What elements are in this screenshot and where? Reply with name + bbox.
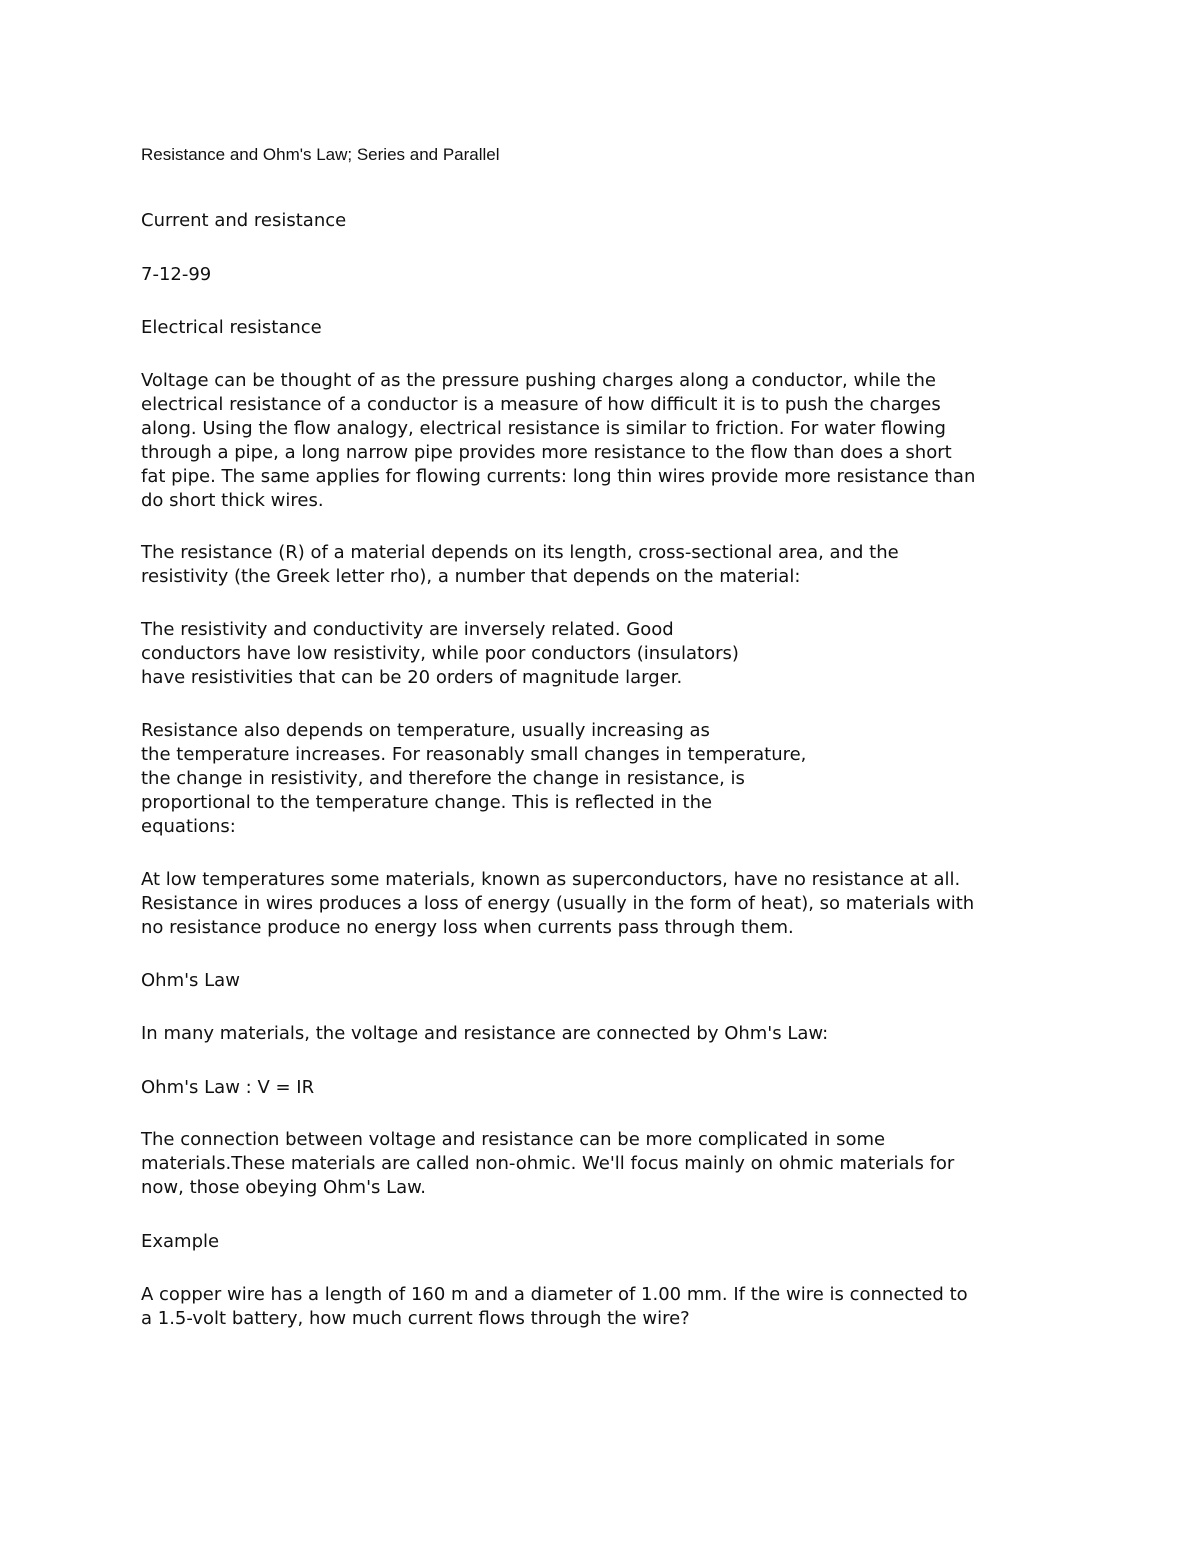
paragraph-non-ohmic: The connection between voltage and resistance can be more complicated in some materials.These materials are called non-ohmic. We'll focus mainly on ohmic materials for now, those obeying Ohm's Law. bbox=[141, 1129, 955, 1198]
subheading-example: Example bbox=[141, 1231, 220, 1252]
paragraph-ohms-law-intro: In many materials, the voltage and resistance are connected by Ohm's Law: bbox=[141, 1023, 829, 1044]
paragraph-example-problem: A copper wire has a length of 160 m and a diameter of 1.00 mm. If the wire is connected to a 1.5-volt battery, how much current flows through the wire? bbox=[141, 1284, 968, 1329]
paragraph-temperature-dependence: Resistance also depends on temperature, usually increasing as the temperature increases. For reasonably small changes in temperature, the change in resistivity, and therefore the change in resistance, is proportional to the temperature change. This is reflected in the equations: bbox=[141, 720, 807, 837]
date-text: 7-12-99 bbox=[141, 264, 212, 285]
document-title: Resistance and Ohm's Law; Series and Parallel bbox=[141, 145, 500, 164]
paragraph-voltage-pressure: Voltage can be thought of as the pressure pushing charges along a conductor, while the electrical resistance of a conductor is a measure of how difficult it is to push the charges along. Using the flow analogy, electrical resistance is similar to friction. For water flowing through a pipe, a long narrow pipe provides more resistance to the flow than does a short fat pipe. The same applies for flowing currents: long thin wires provide more resistance than do short thick wires. bbox=[141, 370, 976, 511]
paragraph-superconductors: At low temperatures some materials, known as superconductors, have no resistance at all. Resistance in wires produces a loss of energy (usually in the form of heat), so materials with no resistance produce no energy loss when currents pass through them. bbox=[141, 869, 975, 938]
equation-ohms-law: Ohm's Law : V = IR bbox=[141, 1077, 315, 1098]
paragraph-resistivity-conductivity: The resistivity and conductivity are inversely related. Good conductors have low resistivity, while poor conductors (insulators) have resistivities that can be 20 orders of magnitude larger. bbox=[141, 619, 739, 688]
subheading-current-and-resistance: Current and resistance bbox=[141, 210, 347, 231]
subheading-electrical-resistance: Electrical resistance bbox=[141, 317, 322, 338]
subheading-ohms-law: Ohm's Law bbox=[141, 970, 240, 991]
paragraph-resistance-definition: The resistance (R) of a material depends on its length, cross-sectional area, and the resistivity (the Greek letter rho), a number that depends on the material: bbox=[141, 542, 899, 587]
